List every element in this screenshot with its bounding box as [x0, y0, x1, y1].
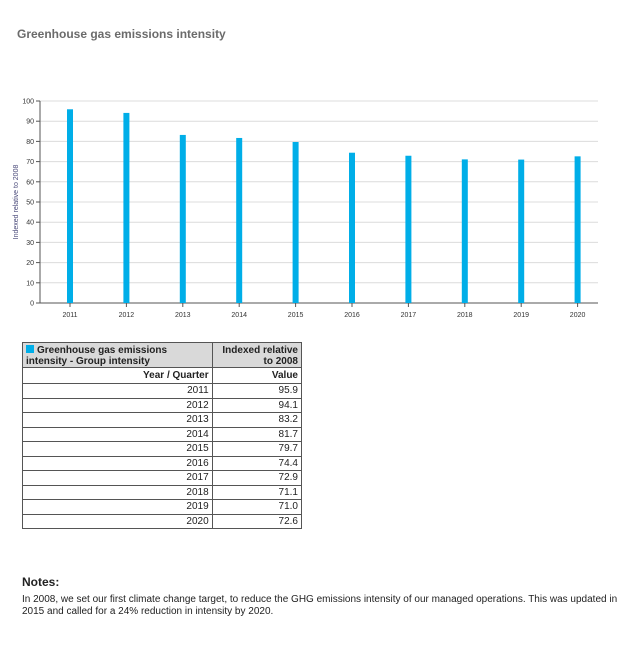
chart-grid [36, 101, 598, 307]
row-year: 2014 [23, 427, 213, 442]
row-value: 95.9 [212, 384, 301, 399]
row-year: 2019 [23, 500, 213, 515]
bar-2018[interactable] [462, 159, 468, 303]
y-tick-labels [22, 99, 34, 308]
y-tick-label: 20 [26, 260, 34, 268]
row-value: 71.1 [212, 485, 301, 500]
bar-2015[interactable] [293, 142, 299, 303]
table-body [23, 384, 302, 529]
row-year: 2020 [23, 514, 213, 529]
x-tick-labels [62, 312, 585, 319]
series-name: Greenhouse gas emissions intensity - Group intensity [26, 345, 168, 367]
x-tick-label: 2014 [231, 312, 247, 319]
y-tick-label: 70 [26, 159, 34, 167]
notes-title: Notes: [22, 575, 60, 589]
row-year: 2018 [23, 485, 213, 500]
y-tick-label: 90 [26, 118, 34, 126]
row-year: 2017 [23, 471, 213, 486]
y-tick-label: 40 [26, 219, 34, 227]
x-tick-label: 2011 [62, 312, 78, 319]
x-tick-label: 2013 [175, 312, 191, 319]
table-row [23, 384, 302, 399]
page-title: Greenhouse gas emissions intensity [17, 27, 226, 41]
row-year: 2015 [23, 442, 213, 457]
bar-2017[interactable] [405, 156, 411, 303]
row-year: 2016 [23, 456, 213, 471]
row-year: 2013 [23, 413, 213, 428]
row-value: 94.1 [212, 398, 301, 413]
row-value: 79.7 [212, 442, 301, 457]
row-value: 83.2 [212, 413, 301, 428]
table-header-row [23, 343, 302, 368]
series-swatch [26, 345, 34, 353]
table-row [23, 398, 302, 413]
y-tick-label: 30 [26, 239, 34, 247]
table-row [23, 514, 302, 529]
y-tick-label: 60 [26, 179, 34, 187]
notes-text: In 2008, we set our first climate change target, to reduce the GHG emissions intensity of our managed operations. This was updated in 2015 and called for a 24% reduction in intensity by 2020. [22, 594, 618, 617]
unit-label: Indexed relative to 2008 [212, 343, 301, 368]
bar-2013[interactable] [180, 135, 186, 303]
data-table [22, 342, 302, 529]
x-tick-label: 2018 [457, 312, 473, 319]
x-tick-label: 2015 [287, 312, 304, 319]
row-value: 72.9 [212, 471, 301, 486]
table-row [23, 500, 302, 515]
row-year: 2011 [23, 384, 213, 399]
bar-2011[interactable] [67, 109, 73, 303]
chart-bars [67, 109, 581, 303]
y-tick-label: 0 [30, 300, 34, 308]
x-tick-label: 2019 [513, 312, 529, 319]
row-value: 71.0 [212, 500, 301, 515]
row-value: 74.4 [212, 456, 301, 471]
bar-2014[interactable] [236, 138, 242, 303]
y-tick-label: 50 [26, 199, 34, 207]
row-year: 2012 [23, 398, 213, 413]
row-value: 72.6 [212, 514, 301, 529]
table-row [23, 456, 302, 471]
column-header-row [23, 368, 302, 384]
table-row [23, 442, 302, 457]
column-header-value: Value [212, 368, 301, 384]
table-row [23, 485, 302, 500]
x-tick-label: 2017 [400, 312, 417, 319]
x-tick-label: 2016 [344, 312, 360, 319]
y-axis-title: Indexed relative to 2008 [13, 164, 20, 240]
bar-2019[interactable] [518, 160, 524, 303]
y-tick-label: 100 [22, 98, 34, 106]
series-legend-cell [23, 343, 213, 368]
bar-2020[interactable] [575, 156, 581, 303]
bar-2012[interactable] [123, 113, 129, 303]
x-tick-label: 2012 [118, 312, 135, 319]
bar-2016[interactable] [349, 153, 355, 303]
x-tick-label: 2020 [569, 312, 586, 319]
row-value: 81.7 [212, 427, 301, 442]
table-row [23, 471, 302, 486]
table-row [23, 413, 302, 428]
column-header-year: Year / Quarter [23, 368, 213, 384]
table-row [23, 427, 302, 442]
y-tick-label: 10 [26, 280, 34, 288]
bar-chart [0, 90, 624, 330]
y-tick-label: 80 [26, 138, 34, 146]
